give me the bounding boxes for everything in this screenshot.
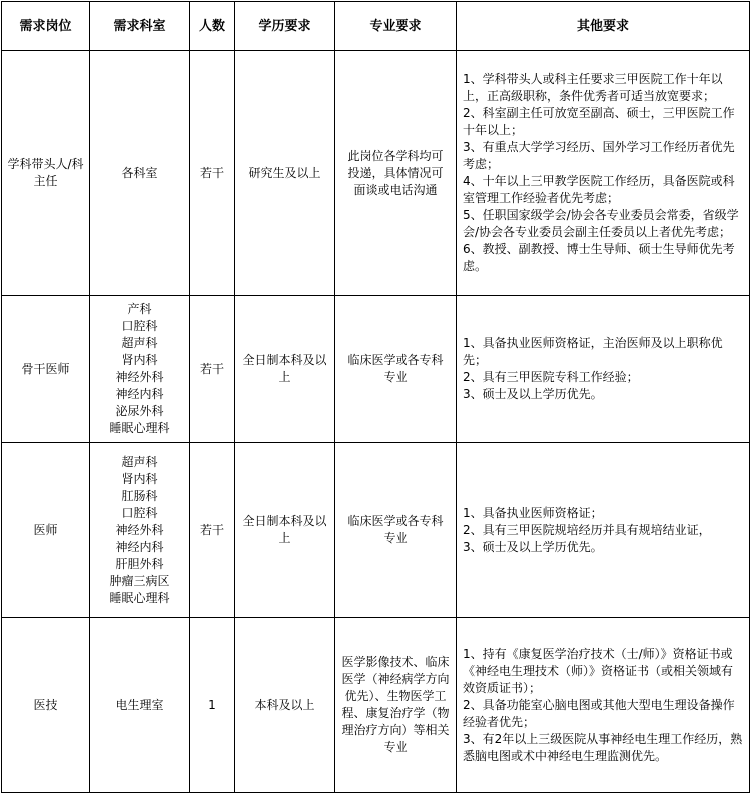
header-other-requirements: 其他要求 bbox=[457, 2, 750, 51]
requirement-item: 2、具有三甲医院专科工作经验； bbox=[463, 370, 639, 384]
cell-education: 本科及以上 bbox=[235, 618, 335, 793]
cell-count: 若干 bbox=[190, 296, 235, 443]
department-item: 睡眠心理科 bbox=[109, 590, 170, 605]
cell-position: 学科带头人/科主任 bbox=[2, 51, 90, 296]
department-item: 肾内科 bbox=[121, 471, 158, 486]
cell-departments bbox=[90, 618, 190, 793]
requirement-item: 3、有2年以上三级医院从事神经电生理工作经历，熟悉脑电图或术中神经电生理监测优先。 bbox=[463, 731, 743, 763]
header-major: 专业要求 bbox=[335, 2, 457, 51]
cell-major: 此岗位各学科均可投递，具体情况可面谈或电话沟通 bbox=[335, 51, 457, 296]
cell-requirements bbox=[457, 296, 750, 443]
cell-requirements bbox=[457, 443, 750, 618]
cell-education: 全日制本科及以上 bbox=[235, 296, 335, 443]
requirement-item: 2、科室副主任可放宽至副高、硕士，三甲医院工作十年以上； bbox=[463, 106, 735, 137]
department-item: 口腔科 bbox=[121, 505, 158, 520]
requirement-item: 1、具备执业医师资格证； bbox=[463, 505, 603, 520]
requirement-item: 1、持有《康复医学治疗技术（士/师）》资格证书或《神经电生理技术（师）》资格证书（或相关领域有效资质证书）； bbox=[463, 646, 734, 695]
requirement-item: 4、十年以上三甲教学医院工作经历，具备医院或科室管理工作经验者优先考虑； bbox=[463, 174, 735, 205]
cell-position: 医技 bbox=[2, 618, 90, 793]
requirement-item: 6、教授、副教授、博士生导师、硕士生导师优先考虑。 bbox=[463, 242, 735, 273]
requirement-item: 3、硕士及以上学历优先。 bbox=[463, 387, 603, 401]
table-row bbox=[2, 618, 750, 793]
department-item: 泌尿外科 bbox=[115, 404, 164, 418]
cell-position: 医师 bbox=[2, 443, 90, 618]
requirement-item: 1、学科带头人或科主任要求三甲医院工作十年以上，正高级职称，条件优秀者可适当放宽要求； bbox=[463, 72, 723, 103]
cell-departments bbox=[90, 443, 190, 618]
cell-major: 医学影像技术、临床医学（神经病学方向优先）、生物医学工程、康复治疗学（物理治疗方向）等相关专业 bbox=[335, 618, 457, 793]
cell-position: 骨干医师 bbox=[2, 296, 90, 443]
cell-departments bbox=[90, 51, 190, 296]
header-count: 人数 bbox=[190, 2, 235, 51]
recruitment-table bbox=[1, 1, 750, 793]
header-department: 需求科室 bbox=[90, 2, 190, 51]
department-item: 肿瘤三病区 bbox=[109, 573, 170, 588]
cell-education: 研究生及以上 bbox=[235, 51, 335, 296]
department-item: 超声科 bbox=[121, 454, 158, 469]
department-item: 神经外科 bbox=[115, 522, 164, 537]
cell-major: 临床医学或各专科专业 bbox=[335, 296, 457, 443]
department-item: 神经外科 bbox=[115, 370, 164, 384]
requirement-item: 1、具备执业医师资格证，主治医师及以上职称优先； bbox=[463, 336, 723, 367]
department-item: 肾内科 bbox=[121, 353, 158, 367]
department-item: 睡眠心理科 bbox=[109, 421, 170, 435]
requirement-item: 3、有重点大学学习经历、国外学习工作经历者优先考虑； bbox=[463, 140, 735, 171]
department-item: 各科室 bbox=[121, 165, 158, 180]
department-item: 肛肠科 bbox=[121, 488, 158, 503]
header-position: 需求岗位 bbox=[2, 2, 90, 51]
department-item: 神经内科 bbox=[115, 539, 164, 554]
department-item: 产科 bbox=[127, 302, 152, 316]
department-item: 神经内科 bbox=[115, 387, 164, 401]
cell-major: 临床医学或各专科专业 bbox=[335, 443, 457, 618]
requirement-item: 5、任职国家级学会/协会各专业委员会常委，省级学会/协会各专业委员会副主任委员以上者优先考虑； bbox=[463, 208, 739, 239]
cell-departments bbox=[90, 296, 190, 443]
department-item: 口腔科 bbox=[121, 319, 158, 333]
cell-education: 全日制本科及以上 bbox=[235, 443, 335, 618]
cell-count: 若干 bbox=[190, 443, 235, 618]
table-row bbox=[2, 51, 750, 296]
cell-requirements bbox=[457, 51, 750, 296]
cell-count: 1 bbox=[190, 618, 235, 793]
header-education: 学历要求 bbox=[235, 2, 335, 51]
requirement-item: 3、硕士及以上学历优先。 bbox=[463, 539, 603, 554]
cell-count: 若干 bbox=[190, 51, 235, 296]
department-item: 肝胆外科 bbox=[115, 556, 164, 571]
table-row bbox=[2, 296, 750, 443]
department-item: 超声科 bbox=[121, 336, 158, 350]
department-item: 电生理室 bbox=[115, 697, 164, 712]
table-row bbox=[2, 443, 750, 618]
header-row bbox=[2, 2, 750, 51]
requirement-item: 2、具有三甲医院规培经历并具有规培结业证， bbox=[463, 522, 711, 537]
cell-requirements bbox=[457, 618, 750, 793]
requirement-item: 2、具备功能室心脑电图或其他大型电生理设备操作经验者优先； bbox=[463, 697, 735, 729]
